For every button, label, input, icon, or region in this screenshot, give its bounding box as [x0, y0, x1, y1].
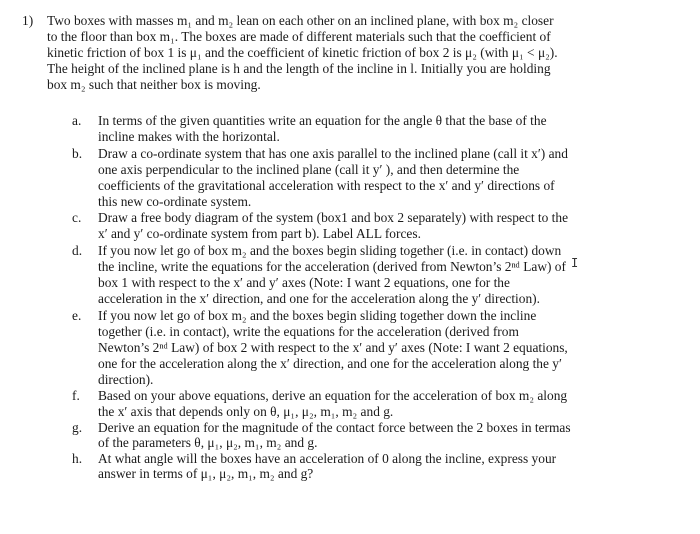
text-cursor-icon: I — [571, 256, 579, 270]
sub-question-label: c. — [72, 210, 82, 226]
sub-question-label: f. — [72, 388, 80, 404]
sub-question-line: Draw a free body diagram of the system (box1 and box 2 separately) with respect to the — [98, 210, 569, 226]
sub-question-label: a. — [72, 113, 82, 128]
sub-question-line: the incline, write the equations for the acceleration (derived from Newton’s 2ⁿᵈ Law) of — [98, 259, 566, 275]
sub-question-list — [72, 113, 687, 482]
sub-question-a — [72, 113, 687, 145]
sub-question-line: direction). — [98, 371, 154, 387]
sub-question-line: box 1 with respect to the x′ and y′ axes (Note: I want 2 equations, one for the — [98, 275, 510, 291]
sub-question-f — [72, 388, 687, 418]
sub-question-line: one for the acceleration along the x′ direction, and one for the acceleration along the y′ — [98, 355, 562, 371]
sub-question-h — [72, 451, 687, 481]
sub-question-line: of the parameters θ, μ₁, μ₂, m₁, m₂ and g. — [98, 434, 318, 450]
sub-question-line: this new co-ordinate system. — [98, 193, 252, 209]
sub-question-line: acceleration in the x′ direction, and one for the acceleration along the y′ direction). — [98, 290, 540, 306]
sub-question-c — [72, 210, 687, 242]
sub-question-line: incline makes with the horizontal. — [98, 128, 280, 144]
question-line: box m₂ such that neither box is moving. — [47, 76, 261, 92]
sub-question-b — [72, 146, 687, 210]
sub-question-line: coefficients of the gravitational acceleration with respect to the x′ and y′ directions of — [98, 177, 555, 193]
sub-question-label: g. — [72, 419, 83, 435]
sub-question-line: Derive an equation for the magnitude of the contact force between the 2 boxes in termas — [98, 419, 571, 435]
sub-question-line: Draw a co-ordinate system that has one axis parallel to the inclined plane (call it x′) and — [98, 145, 568, 161]
sub-question-d — [72, 243, 687, 307]
question-line: to the floor than box m₁. The boxes are made of different materials such that the coefficient of — [47, 28, 551, 44]
sub-question-line: answer in terms of μ₁, μ₂, m₁, m₂ and g? — [98, 465, 314, 481]
sub-question-line: Based on your above equations, derive an equation for the acceleration of box m₂ along — [98, 388, 568, 404]
question-number: 1) — [22, 13, 34, 28]
sub-question-label: e. — [72, 307, 82, 323]
sub-question-label: h. — [72, 450, 83, 466]
sub-question-line: Newton’s 2ⁿᵈ Law) of box 2 with respect to the x′ and y′ axes (Note: I want 2 equations, — [98, 339, 568, 355]
sub-question-g — [72, 420, 687, 450]
sub-question-line: If you now let go of box m₂ and the boxes begin sliding together down the incline — [98, 307, 537, 323]
question-text — [47, 13, 687, 93]
sub-question-line: At what angle will the boxes have an acceleration of 0 along the incline, express your — [98, 450, 557, 466]
sub-question-line: together (i.e. in contact), write the equations for the acceleration (derived from — [98, 323, 519, 339]
question-line: The height of the inclined plane is h and the length of the incline in l. Initially you are holding — [47, 60, 551, 76]
sub-question-e — [72, 308, 687, 388]
question-line: Two boxes with masses m₁ and m₂ lean on each other on an inclined plane, with box m₂ closer — [47, 13, 554, 28]
sub-question-label: d. — [72, 243, 83, 259]
sub-question-label: b. — [72, 145, 83, 161]
sub-question-line: If you now let go of box m₂ and the boxes begin sliding together (i.e. in contact) down — [98, 243, 562, 259]
sub-question-line: x′ and y′ co-ordinate system from part b). Label ALL forces. — [98, 226, 421, 242]
sub-question-line: the x′ axis that depends only on θ, μ₁, μ₂, m₁, m₂ and g. — [98, 403, 394, 419]
sub-question-line: one axis perpendicular to the inclined plane (call it y′ ), and then determine the — [98, 161, 520, 177]
question-line: kinetic friction of box 1 is μ₁ and the coefficient of kinetic friction of box 2 is μ₂ (with μ₁ < μ₂). — [47, 44, 558, 60]
sub-question-line: In terms of the given quantities write an equation for the angle θ that the base of the — [98, 113, 547, 128]
